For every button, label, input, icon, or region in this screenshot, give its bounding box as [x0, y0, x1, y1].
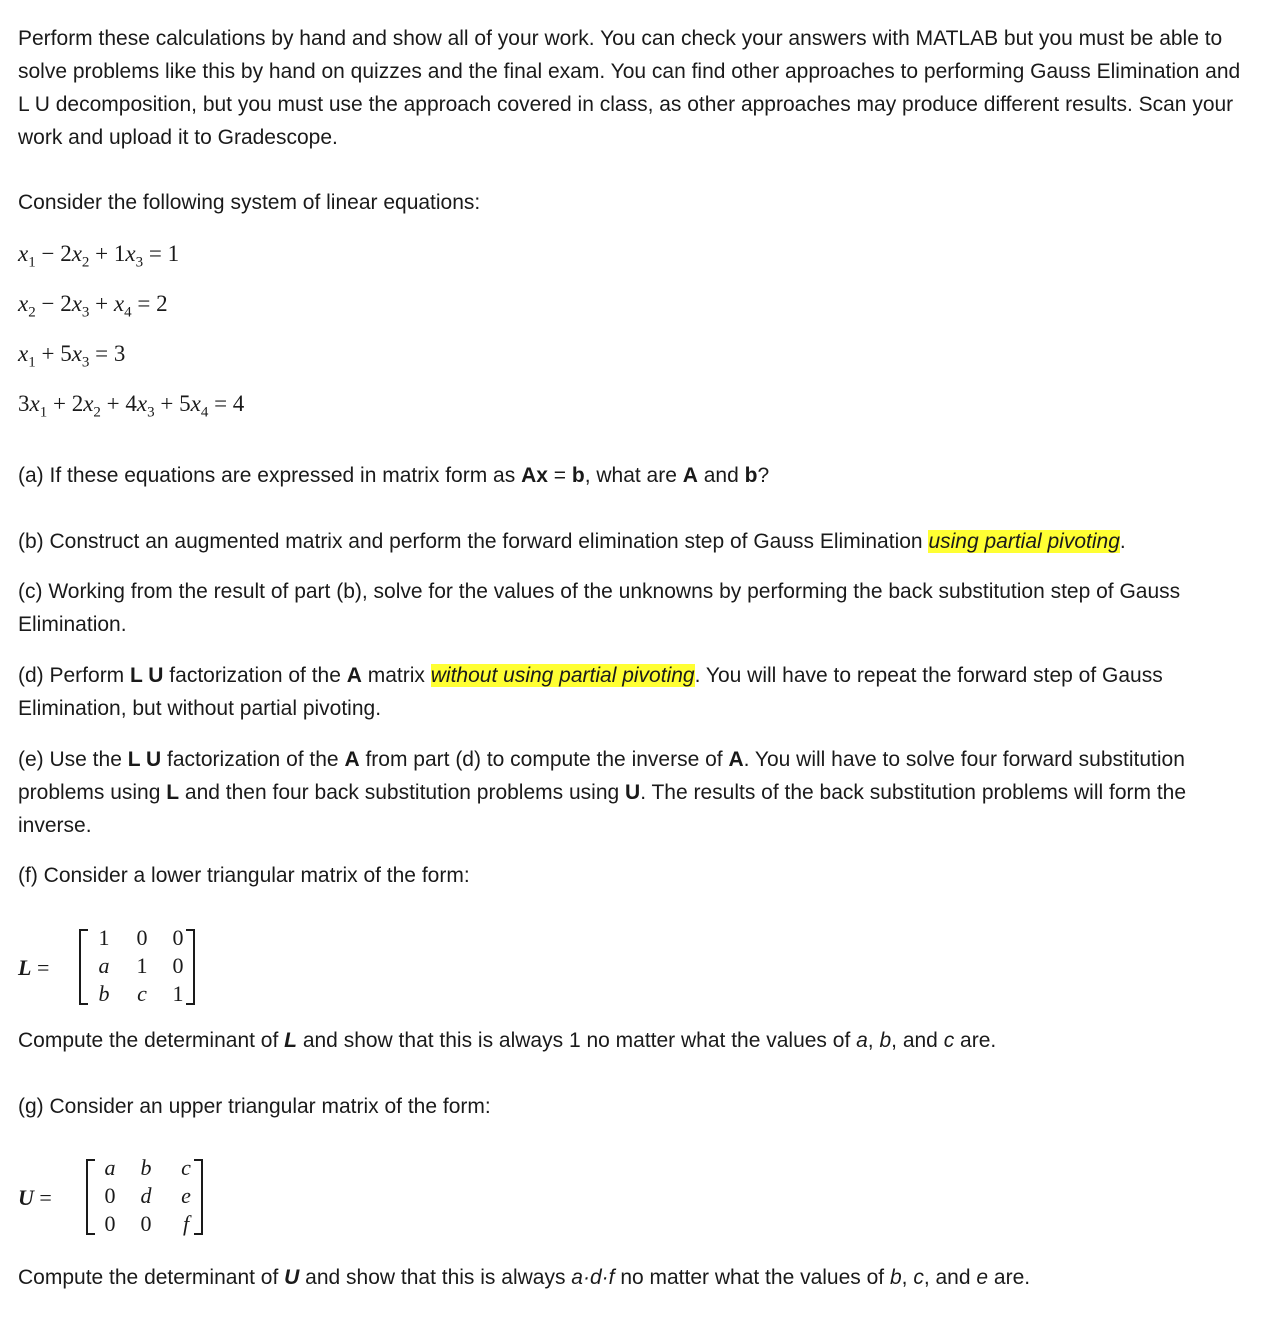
system-intro: Consider the following system of linear equations:	[18, 191, 481, 214]
equation-2: $x_2 - 2x_3 + x_4 = 2$	[18, 291, 168, 321]
part-b: (b) Construct an augmented matrix and perform the forward elimination step of Gauss Elimination using partial pivoting.	[18, 530, 1126, 553]
part-e: (e) Use the L U factorization of the A from part (d) to compute the inverse of A. You will have to solve four forward substitution problems using L and then four back substitution problems using U. The results of the back substitution problems will form the inverse.	[18, 748, 1187, 837]
part-f-intro: (f) Consider a lower triangular matrix of the form:	[18, 864, 470, 887]
highlight-partial-pivoting: using partial pivoting	[928, 530, 1120, 553]
part-f-question: Compute the determinant of L and show that this is always 1 no matter what the values of a, b, and c are.	[18, 1029, 997, 1052]
instructions-paragraph: Perform these calculations by hand and show all of your work. You can check your answers with MATLAB but you must be able to solve problems like this by hand on quizzes and the final exam. You can find other approaches to performing Gauss Elimination and L U decomposition, but you must use the approach covered in class, as other approaches may produce different results. Scan your work and upload it to Gradescope.	[18, 27, 1241, 149]
matrix-L: L = 1 0 0 a 1 0 b c 1	[18, 925, 218, 1005]
matrix-U: U = a b c 0 d e 0 0 f	[18, 1155, 218, 1235]
part-a: (a) If these equations are expressed in matrix form as Ax = b, what are A and b?	[18, 464, 770, 487]
equation-1: $x_1 - 2x_2 + 1x_3 = 1$	[18, 241, 180, 271]
equation-4: $3x_1 + 2x_2 + 4x_3 + 5x_4 = 4$	[18, 391, 245, 421]
part-c: (c) Working from the result of part (b), solve for the values of the unknowns by performing the back substitution step of Gauss Elimination.	[18, 580, 1181, 636]
equation-3: $x_1 + 5x_3 = 3$	[18, 341, 126, 371]
part-g-intro: (g) Consider an upper triangular matrix of the form:	[18, 1095, 491, 1118]
part-g-question: Compute the determinant of U and show that this is always a·d·f no matter what the values of b, c, and e are.	[18, 1266, 1031, 1289]
highlight-without-pivoting: without using partial pivoting	[430, 664, 695, 687]
part-d: (d) Perform L U factorization of the A matrix without using partial pivoting. You will have to repeat the forward step of Gauss Elimination, but without partial pivoting.	[18, 664, 1163, 720]
